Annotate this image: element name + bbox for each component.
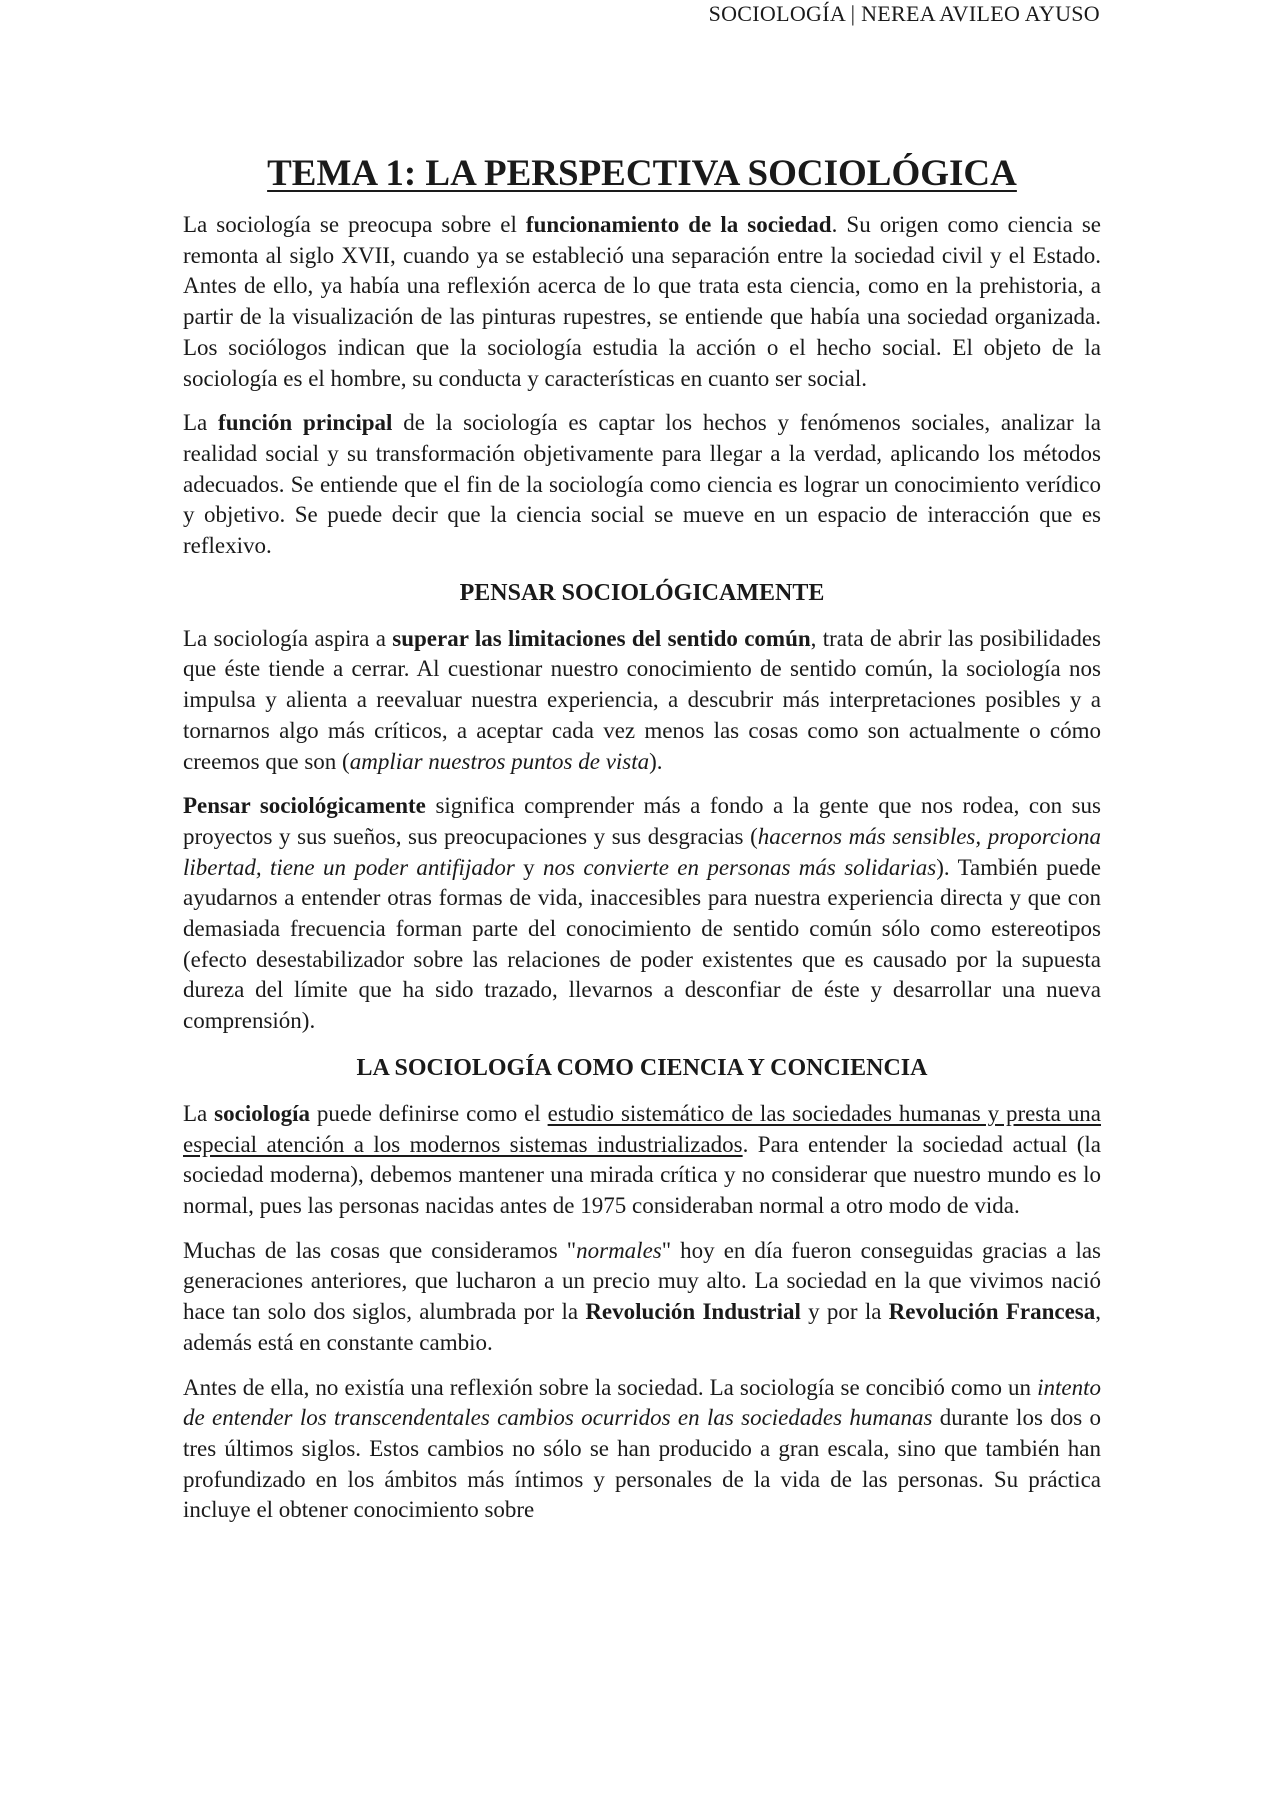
section-heading-pensar: PENSAR SOCIOLÓGICAMENTE <box>459 579 825 606</box>
paragraph-intro: La sociología se preocupa sobre el funcionamiento de la sociedad. Su origen como ciencia se remonta al siglo XVII, cuando ya se estableció una separación entre la sociedad civil y el Estado. Antes de ello, ya había una reflexión acerca de lo que trata esta ciencia, como en la prehistoria, a partir de la visualización de las pinturas rupestres, se entiende que había una sociedad organizada. Los sociólogos indican que la sociología estudia la acción o el hecho social. El objeto de la sociología es el hombre, su conducta y características en cuanto ser social. <box>183 212 1101 391</box>
section-heading-ciencia-conciencia: LA SOCIOLOGÍA COMO CIENCIA Y CONCIENCIA <box>356 1054 928 1081</box>
document-body <box>183 152 1101 1540</box>
paragraph-origin: Antes de ella, no existía una reflexión sobre la sociedad. La sociología se concibió como un intento de entender los transcendentales cambios ocurridos en las sociedades humanas durante los dos o tres últimos siglos. Estos cambios no sólo se han producido a gran escala, sino que también han profundizado en los ámbitos más íntimos y personales de la vida de las personas. Su práctica incluye el obtener conocimiento sobre <box>183 1374 1101 1523</box>
page-title: TEMA 1: LA PERSPECTIVA SOCIOLÓGICA <box>267 153 1017 194</box>
page-header: SOCIOLOGÍA | NEREA AVILEO AYUSO <box>708 1 1100 26</box>
paragraph-definition: La sociología puede definirse como el estudio sistemático de las sociedades humanas y presta una especial atención a los modernos sistemas industrializados. Para entender la sociedad actual (la sociedad moderna), debemos mantener una mirada crítica y no considerar que nuestro mundo es lo normal, pues las personas nacidas antes de 1975 consideraban normal a otro modo de vida. <box>183 1100 1101 1218</box>
paragraph-thinking-sociologically: Pensar sociológicamente significa comprender más a fondo a la gente que nos rodea, con sus proyectos y sus sueños, sus preocupaciones y sus desgracias (hacernos más sensibles, proporciona libertad, tiene un poder antifijador y nos convierte en personas más solidarias). También puede ayudarnos a entender otras formas de vida, inaccesibles para nuestra experiencia directa y que con demasiada frecuencia forman parte del conocimiento de sentido común sólo como estereotipos (efecto desestabilizador sobre las relaciones de poder existentes que es causado por la supuesta dureza del límite que ha sido trazado, llevarnos a desconfiar de éste y desarrollar una nueva comprensión). <box>183 793 1101 1034</box>
paragraph-main-function: La función principal de la sociología es captar los hechos y fenómenos sociales, analizar la realidad social y su transformación objetivamente para llegar a la verdad, aplicando los métodos adecuados. Se entiende que el fin de la sociología como ciencia es lograr un conocimiento verídico y objetivo. Se puede decir que la ciencia social se mueve en un espacio de interacción que es reflexivo. <box>183 410 1101 559</box>
paragraph-normal-things: Muchas de las cosas que consideramos "normales" hoy en día fueron conseguidas gracias a las generaciones anteriores, que lucharon a un precio muy alto. La sociedad en la que vivimos nació hace tan solo dos siglos, alumbrada por la Revolución Industrial y por la Revolución Francesa, además está en constante cambio. <box>183 1237 1101 1355</box>
paragraph-common-sense: La sociología aspira a superar las limitaciones del sentido común, trata de abrir las posibilidades que éste tiende a cerrar. Al cuestionar nuestro conocimiento de sentido común, la sociología nos impulsa y alienta a reevaluar nuestra experiencia, a descubrir más interpretaciones posibles y a tornarnos algo más críticos, a aceptar cada vez menos las cosas como son actualmente o cómo creemos que son (ampliar nuestros puntos de vista). <box>183 625 1101 774</box>
